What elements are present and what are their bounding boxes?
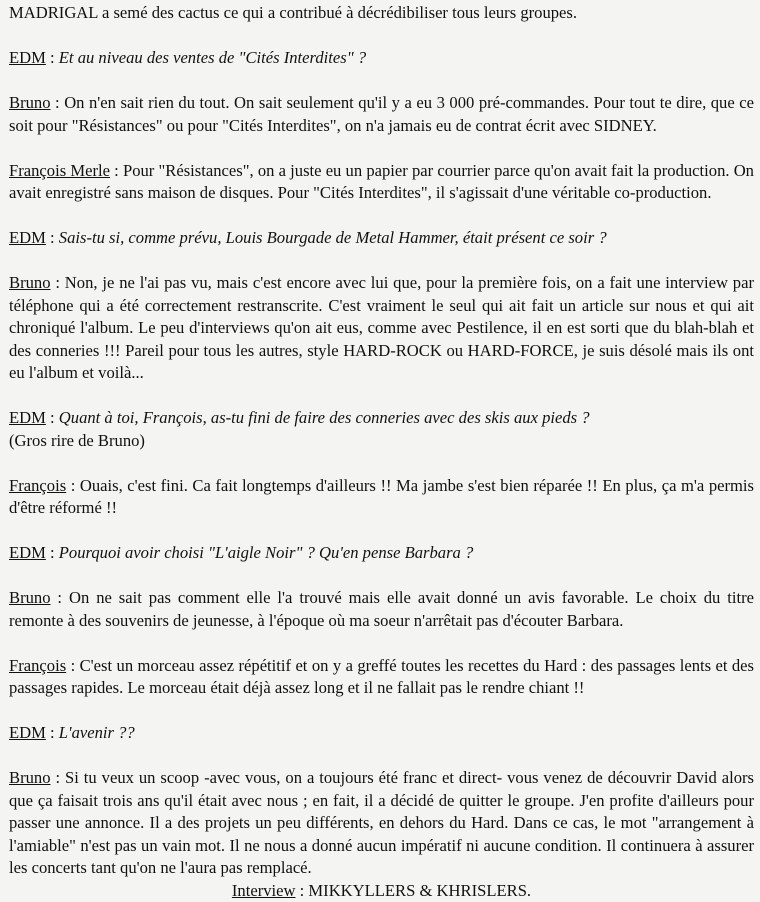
answer-text: Si tu veux un scoop -avec vous, on a toujours été franc et direct- vous venez de découvrir David alors que ça faisait trois ans qu'il était avec nous ; en fait, il a décidé de quitter le groupe. J'en profite d'ailleurs pour passer une annonce. Il a des projets un peu différents, en dehors du Hard. Dans ce cas, le mot "arrangement à l'amiable" n'est pas un vain mot. Il ne nous a donné aucun impératif ni aucune condition. Il continuera à assurer les concerts tant qu'on ne l'aura pas remplacé.	[9, 768, 754, 877]
answer-francois-merle: François Merle : Pour "Résistances", on a juste eu un papier par courrier parce qu'on avait fait la production. On avait enregistré sans maison de disques. Pour "Cités Interdites", il s'agissait d'une véritable co-production.	[9, 160, 754, 205]
credit-names: MIKKYLLERS & KHRISLERS.	[308, 881, 531, 900]
speaker-label: Bruno	[9, 768, 50, 787]
speaker-label: François Merle	[9, 161, 110, 180]
speaker-label: François	[9, 656, 66, 675]
question-bourgade: EDM : Sais-tu si, comme prévu, Louis Bourgade de Metal Hammer, était présent ce soir ?	[9, 227, 754, 250]
answer-text: On n'en sait rien du tout. On sait seulement qu'il y a eu 3 000 pré-commandes. Pour tout te dire, que ce soit pour "Résistances" ou pour "Cités Interdites", on n'a jamais eu de contrat écrit avec SIDNEY.	[9, 93, 754, 135]
speaker-label: Bruno	[9, 93, 50, 112]
interview-credit: Interview : MIKKYLLERS & KHRISLERS.	[9, 880, 754, 902]
credit-label: Interview	[232, 881, 296, 900]
question-avenir: EDM : L'avenir ??	[9, 722, 754, 745]
question-text: Quant à toi, François, as-tu fini de faire des conneries avec des skis aux pieds ?	[59, 408, 590, 427]
question-text: Sais-tu si, comme prévu, Louis Bourgade de Metal Hammer, était présent ce soir ?	[59, 228, 607, 247]
speaker-label: EDM	[9, 48, 46, 67]
question-text: Pourquoi avoir choisi "L'aigle Noir" ? Qu'en pense Barbara ?	[59, 543, 474, 562]
answer-bruno-sales: Bruno : On n'en sait rien du tout. On sait seulement qu'il y a eu 3 000 pré-commandes. Pour tout te dire, que ce soit pour "Résistances" ou pour "Cités Interdites", on n'a jamais eu de contrat écrit avec SIDNEY.	[9, 92, 754, 137]
answer-bruno-interview: Bruno : Non, je ne l'ai pas vu, mais c'est encore avec lui que, pour la première fois, on a fait une interview par téléphone qui a été correctement restranscrite. C'est vraiment le seul qui ait fait un article sur nous et qui ait chroniqué l'album. Le peu d'interviews qu'on ait eus, comme avec Pestilence, il en est sorti que du blah-blah et des conneries !!! Pareil pour tous les autres, style HARD-ROCK ou HARD-FORCE, je suis désolé mais ils ont eu l'album et voilà...	[9, 272, 754, 385]
speaker-label: François	[9, 476, 66, 495]
paragraph-intro	[9, 2, 754, 25]
question-aigle-noir: EDM : Pourquoi avoir choisi "L'aigle Noir" ? Qu'en pense Barbara ?	[9, 542, 754, 565]
answer-text: Non, je ne l'ai pas vu, mais c'est encore avec lui que, pour la première fois, on a fait une interview par téléphone qui a été correctement restranscrite. C'est vraiment le seul qui ait fait un article sur nous et qui ait chroniqué l'album. Le peu d'interviews qu'on ait eus, comme avec Pestilence, il en est sorti que du blah-blah et des conneries !!! Pareil pour tous les autres, style HARD-ROCK ou HARD-FORCE, je suis désolé mais ils ont eu l'album et voilà...	[9, 273, 754, 382]
question-text: L'avenir ??	[59, 723, 135, 742]
answer-bruno-barbara: Bruno : On ne sait pas comment elle l'a trouvé mais elle avait donné un avis favorable. Le choix du titre remonte à des souvenirs de jeunesse, à l'époque où ma soeur n'arrêtait pas d'écouter Barbara.	[9, 587, 754, 632]
stage-direction: (Gros rire de Bruno)	[9, 430, 754, 453]
speaker-label: EDM	[9, 228, 46, 247]
answer-text: On ne sait pas comment elle l'a trouvé mais elle avait donné un avis favorable. Le choix du titre remonte à des souvenirs de jeunesse, à l'époque où ma soeur n'arrêtait pas d'écouter Barbara.	[9, 588, 754, 630]
question-text: Et au niveau des ventes de "Cités Interdites" ?	[59, 48, 366, 67]
question-skis: EDM : Quant à toi, François, as-tu fini de faire des conneries avec des skis aux pieds ?	[9, 407, 754, 430]
answer-bruno-scoop: Bruno : Si tu veux un scoop -avec vous, on a toujours été franc et direct- vous venez de découvrir David alors que ça faisait trois ans qu'il était avec nous ; en fait, il a décidé de quitter le groupe. J'en profite d'ailleurs pour passer une annonce. Il a des projets un peu différents, en dehors du Hard. Dans ce cas, le mot "arrangement à l'amiable" n'est pas un vain mot. Il ne nous a donné aucun impératif ni aucune condition. Il continuera à assurer les concerts tant qu'on ne l'aura pas remplacé.	[9, 767, 754, 880]
speaker-label: EDM	[9, 543, 46, 562]
speaker-label: EDM	[9, 723, 46, 742]
answer-francois-skis: François : Ouais, c'est fini. Ca fait longtemps d'ailleurs !! Ma jambe s'est bien réparée !! En plus, ça m'a permis d'être réformé !!	[9, 475, 754, 520]
answer-francois-morceau: François : C'est un morceau assez répétitif et on y a greffé toutes les recettes du Hard : des passages lents et des passages rapides. Le morceau était déjà assez long et il ne fallait pas le rendre chiant !!	[9, 655, 754, 700]
answer-text: C'est un morceau assez répétitif et on y a greffé toutes les recettes du Hard : des passages lents et des passages rapides. Le morceau était déjà assez long et il ne fallait pas le rendre chiant !!	[9, 656, 754, 698]
answer-text: Ouais, c'est fini. Ca fait longtemps d'ailleurs !! Ma jambe s'est bien réparée !! En plus, ça m'a permis d'être réformé !!	[9, 476, 754, 518]
answer-text: Pour "Résistances", on a juste eu un papier par courrier parce qu'on avait fait la production. On avait enregistré sans maison de disques. Pour "Cités Interdites", il s'agissait d'une véritable co-production.	[9, 161, 754, 203]
question-sales: EDM : Et au niveau des ventes de "Cités Interdites" ?	[9, 47, 754, 70]
paragraph-text: MADRIGAL a semé des cactus ce qui a contribué à décrédibiliser tous leurs groupes.	[9, 3, 577, 22]
speaker-label: Bruno	[9, 588, 50, 607]
speaker-label: EDM	[9, 408, 46, 427]
speaker-label: Bruno	[9, 273, 50, 292]
